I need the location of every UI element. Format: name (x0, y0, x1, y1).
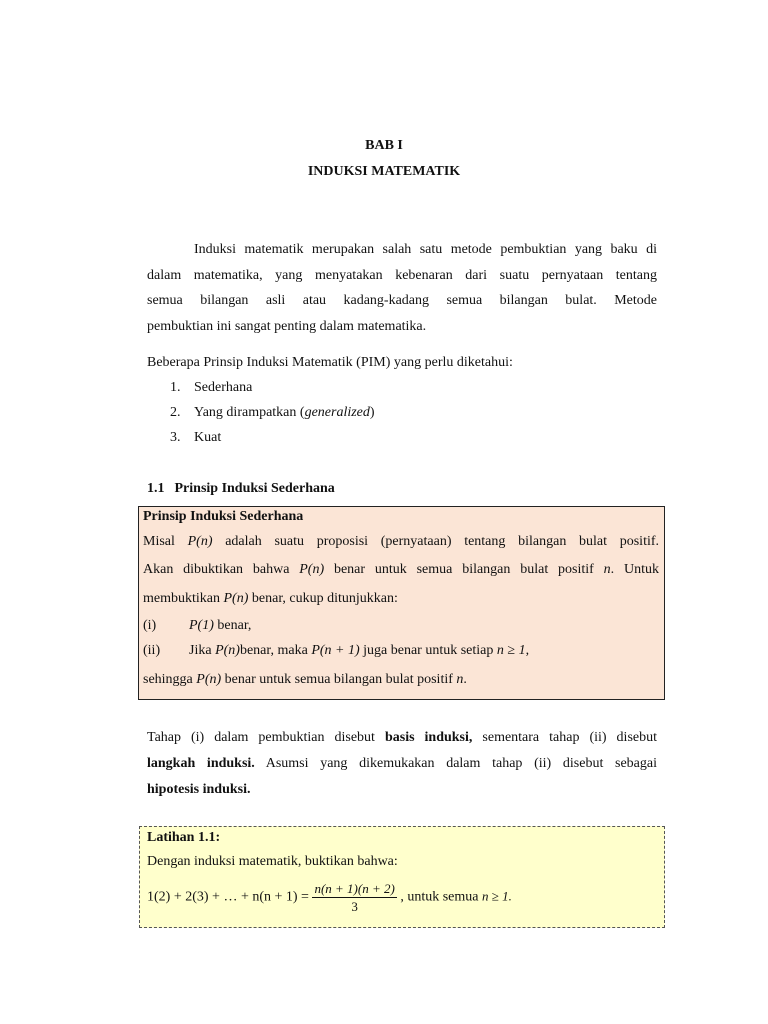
math-expr: P(n) (223, 591, 249, 606)
fraction-numerator: n(n + 1)(n + 2) (314, 881, 395, 896)
formula-lhs: 1(2) + 2(3) + … + n(n + 1) = (147, 889, 309, 905)
explain-line (147, 777, 657, 803)
box-text: Jika (189, 643, 216, 658)
case-ii (143, 643, 659, 659)
math-expr: P(n) (187, 534, 213, 549)
box-line (143, 591, 659, 607)
math-expr: P(n + 1) (311, 643, 360, 658)
intro-line: pembuktian ini sangat penting dalam matematika. (147, 318, 427, 334)
list-text-close: ) (369, 405, 375, 420)
math-expr: n (456, 672, 464, 687)
box-line (143, 534, 659, 550)
math-expr: P(n) (196, 672, 222, 687)
box-text: juga benar untuk setiap (359, 643, 497, 658)
intro-line: semua bilangan asli atau kadang-kadang semua bilangan bulat. Metode (147, 293, 657, 308)
list-text: Kuat (194, 430, 222, 445)
formula-tail: , untuk semua (400, 889, 482, 905)
list-number: 2. (170, 405, 181, 420)
list-item (170, 380, 252, 396)
exercise-formula (147, 880, 663, 915)
math-expr: n ≥ 1 (496, 643, 526, 658)
case-label: (ii) (143, 643, 161, 658)
list-number: 1. (170, 380, 181, 395)
principle-box (138, 506, 665, 700)
explain-line (147, 725, 657, 751)
list-number: 3. (170, 430, 181, 445)
box-line (143, 672, 659, 688)
term-step: langkah induksi. (147, 756, 255, 771)
explain-text: Asumsi yang dikemukakan dalam tahap (ii) disebut sebagai (254, 756, 657, 771)
pim-lead: Beberapa Prinsip Induksi Matematik (PIM) yang perlu diketahui: (147, 355, 513, 370)
list-text-italic: generalized (304, 405, 370, 420)
section-title: Prinsip Induksi Sederhana (174, 481, 335, 496)
box-text: benar, maka (239, 643, 312, 658)
exercise-title: Latihan 1.1: (147, 830, 221, 845)
chapter-label: BAB I (365, 138, 403, 153)
explain-paragraph (147, 725, 657, 803)
box-text: Akan dibuktikan bahwa (143, 562, 300, 577)
list-text: Yang dirampatkan ( (194, 405, 305, 420)
box-text: sehingga (143, 672, 197, 687)
box-text: benar untuk semua bilangan bulat positif (324, 562, 604, 577)
chapter-title: INDUKSI MATEMATIK (307, 164, 461, 179)
formula-fraction (312, 880, 396, 915)
explain-text: Tahap (i) dalam pembuktian disebut (147, 730, 385, 745)
box-text: membuktikan (143, 591, 224, 606)
list-item (170, 405, 375, 421)
list-text: Sederhana (194, 380, 253, 395)
intro-line: dalam matematika, yang menyatakan kebenaran dari suatu pernyataan tentang (147, 267, 657, 283)
box-text: Misal (143, 534, 188, 549)
intro-line: Induksi matematik merupakan salah satu metode pembuktian yang baku di (194, 242, 657, 257)
math-expr: P(n) (215, 643, 240, 658)
section-heading (147, 481, 335, 497)
box-text: . (463, 672, 467, 687)
case-i (143, 618, 659, 634)
box-text: benar untuk semua bilangan bulat positif (221, 672, 457, 687)
section-number: 1.1 (147, 481, 165, 496)
box-title: Prinsip Induksi Sederhana (143, 509, 304, 524)
math-expr: P(n) (299, 562, 325, 577)
exercise-box (139, 826, 665, 928)
exercise-prompt: Dengan induksi matematik, buktikan bahwa: (147, 854, 398, 869)
explain-line (147, 751, 657, 777)
term-hypothesis: hipotesis induksi. (147, 782, 251, 797)
intro-paragraph (147, 237, 657, 339)
term-basis: basis induksi, (384, 730, 473, 745)
explain-text: sementara tahap (ii) disebut (472, 730, 658, 745)
math-expr: n (603, 562, 611, 577)
box-text: adalah suatu proposisi (pernyataan) tentang bilangan bulat positif. (212, 534, 660, 549)
list-item (170, 430, 221, 446)
box-text: benar, (213, 618, 252, 633)
box-line (143, 562, 659, 578)
fraction-denominator: 3 (351, 899, 358, 914)
box-text: benar, cukup ditunjukkan: (248, 591, 398, 606)
formula-condition: n ≥ 1. (481, 888, 512, 904)
case-label: (i) (143, 618, 157, 633)
box-text: , (525, 643, 530, 658)
box-text: . Untuk (610, 562, 660, 577)
math-expr: P(1) (189, 618, 214, 633)
